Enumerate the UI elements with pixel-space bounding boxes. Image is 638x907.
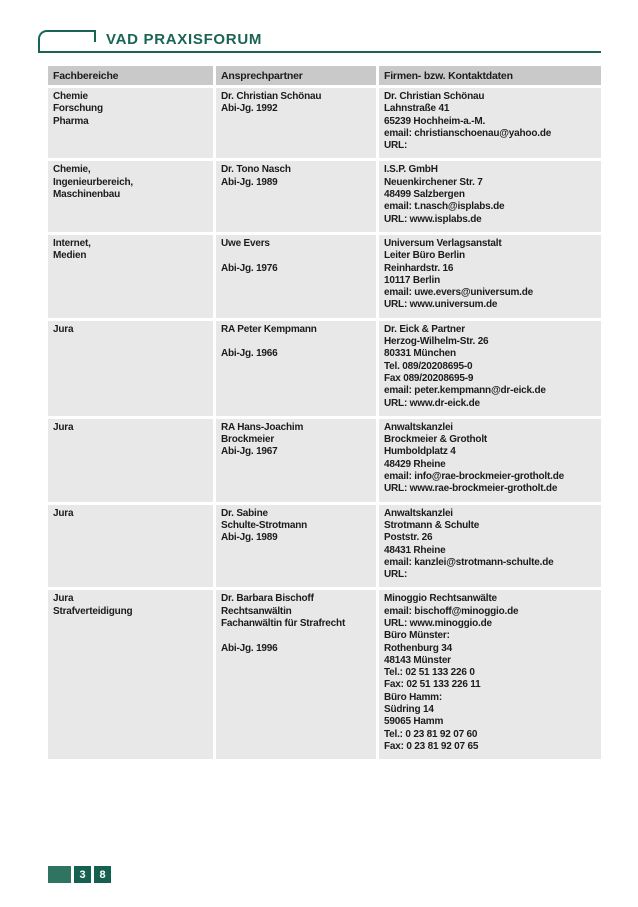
cell-line: Poststr. 26 xyxy=(384,532,433,544)
cell-line: URL: www.universum.de xyxy=(384,299,498,311)
cell-line: Abi-Jg. 1966 xyxy=(221,348,278,360)
cell-line: Dr. Eick & Partner xyxy=(384,323,465,335)
cell-line: Jura xyxy=(53,323,74,335)
footer-marker-box xyxy=(48,866,71,883)
cell-line: email: bischoff@minoggio.de xyxy=(384,605,519,617)
cell-line: RA Hans-Joachim xyxy=(221,421,304,433)
cell-line: Tel. 089/20208695-0 xyxy=(384,360,473,372)
cell-line: Fachanwältin für Strafrecht xyxy=(221,617,346,629)
cell-line: Pharma xyxy=(53,115,89,127)
page-title: VAD PRAXISFORUM xyxy=(106,31,263,48)
cell-line: Reinhardstr. 16 xyxy=(384,262,454,274)
table-cell-fachbereiche xyxy=(48,419,213,502)
cell-line: Leiter Büro Berlin xyxy=(384,250,465,262)
cell-line: 59065 Hamm xyxy=(384,716,444,728)
cell-line: 10117 Berlin xyxy=(384,274,440,286)
cell-line: Minoggio Rechtsanwälte xyxy=(384,593,497,605)
cell-line: Fax: 02 51 133 226 11 xyxy=(384,679,481,691)
table-cell-fachbereiche xyxy=(48,161,213,231)
page-footer xyxy=(48,866,111,883)
cell-line: I.S.P. GmbH xyxy=(384,164,438,176)
header-rule xyxy=(38,51,601,53)
cell-line: Abi-Jg. 1989 xyxy=(221,532,278,544)
table-cell-fachbereiche xyxy=(48,505,213,588)
table-cell-ansprechpartner xyxy=(216,88,376,158)
cell-line: Brockmeier xyxy=(221,434,275,446)
page-number-digit-1: 3 xyxy=(74,866,91,883)
cell-line: Jura xyxy=(53,593,74,605)
table-cell-fachbereiche xyxy=(48,88,213,158)
cell-line: Chemie xyxy=(53,91,88,102)
column-header-fachbereiche: Fachbereiche xyxy=(48,66,213,85)
cell-line: Fax: 0 23 81 92 07 65 xyxy=(384,740,479,752)
cell-line: Abi-Jg. 1967 xyxy=(221,446,278,458)
cell-line: Humboldplatz 4 xyxy=(384,446,456,458)
cell-line: URL: www.isplabs.de xyxy=(384,213,482,225)
table-cell-ansprechpartner xyxy=(216,321,376,416)
table-cell-kontaktdaten xyxy=(379,419,601,502)
cell-line: Fax 089/20208695-9 xyxy=(384,372,474,384)
cell-line: URL: www.rae-brockmeier-grotholt.de xyxy=(384,483,558,495)
table-cell-fachbereiche xyxy=(48,235,213,318)
cell-line: Dr. Christian Schönau xyxy=(384,91,485,102)
cell-line: Universum Verlagsanstalt xyxy=(384,237,502,249)
column-header-ansprechpartner: Ansprechpartner xyxy=(216,66,376,85)
cell-line: Medien xyxy=(53,250,87,262)
table-cell-ansprechpartner xyxy=(216,235,376,318)
cell-line: Jura xyxy=(53,507,74,519)
cell-line: Internet, xyxy=(53,237,91,249)
table-cell-ansprechpartner xyxy=(216,590,376,759)
table-cell-kontaktdaten xyxy=(379,590,601,759)
table-cell-kontaktdaten xyxy=(379,235,601,318)
table-cell-kontaktdaten xyxy=(379,161,601,231)
cell-line: 48431 Rheine xyxy=(384,544,446,556)
cell-line: Strotmann & Schulte xyxy=(384,519,480,531)
cell-line: Dr. Tono Nasch xyxy=(221,164,291,176)
cell-line: RA Peter Kempmann xyxy=(221,323,317,335)
cell-line: email: uwe.evers@universum.de xyxy=(384,287,534,299)
cell-line: Tel.: 0 23 81 92 07 60 xyxy=(384,728,478,740)
contacts-table xyxy=(48,66,601,759)
cell-line: Abi-Jg. 1996 xyxy=(221,642,278,654)
cell-line: email: info@rae-brockmeier-grotholt.de xyxy=(384,471,564,483)
cell-line: URL: xyxy=(384,569,408,581)
cell-line: Anwaltskanzlei xyxy=(384,507,453,519)
table-cell-kontaktdaten xyxy=(379,88,601,158)
cell-line: Rechtsanwältin xyxy=(221,605,292,617)
column-header-kontaktdaten: Firmen- bzw. Kontaktdaten xyxy=(379,66,601,85)
cell-line: Abi-Jg. 1989 xyxy=(221,176,278,188)
cell-line: Ingenieurbereich, xyxy=(53,176,133,188)
cell-line: email: peter.kempmann@dr-eick.de xyxy=(384,385,546,397)
cell-line: Maschinenbau xyxy=(53,189,121,201)
cell-line: email: t.nasch@isplabs.de xyxy=(384,201,505,213)
cell-line: Schulte-Strotmann xyxy=(221,519,308,531)
table-cell-ansprechpartner xyxy=(216,505,376,588)
cell-line: Dr. Sabine xyxy=(221,507,268,519)
cell-line: Büro Hamm: xyxy=(384,691,443,703)
cell-line: email: kanzlei@strotmann-schulte.de xyxy=(384,556,554,568)
cell-line: URL: www.minoggio.de xyxy=(384,617,492,629)
cell-line: Tel.: 02 51 133 226 0 xyxy=(384,667,475,679)
cell-line: URL: www.dr-eick.de xyxy=(384,397,480,409)
cell-line: Brockmeier & Grotholt xyxy=(384,434,488,446)
cell-line: Dr. Christian Schönau xyxy=(221,91,322,102)
header-tab-decoration xyxy=(38,30,96,53)
cell-line xyxy=(221,336,372,348)
cell-line: 48499 Salzbergen xyxy=(384,189,465,201)
page-number-digit-2: 8 xyxy=(94,866,111,883)
table-cell-fachbereiche xyxy=(48,321,213,416)
cell-line: Büro Münster: xyxy=(384,630,450,642)
cell-line: Neuenkirchener Str. 7 xyxy=(384,176,483,188)
cell-line: Forschung xyxy=(53,103,103,115)
cell-line: 65239 Hochheim-a.-M. xyxy=(384,115,486,127)
cell-line: Strafverteidigung xyxy=(53,605,133,617)
table-cell-kontaktdaten xyxy=(379,321,601,416)
cell-line: 80331 München xyxy=(384,348,456,360)
cell-line: Chemie, xyxy=(53,164,91,176)
table-cell-ansprechpartner xyxy=(216,161,376,231)
cell-line: 48143 Münster xyxy=(384,654,451,666)
cell-line: Abi-Jg. 1992 xyxy=(221,103,278,115)
cell-line: Uwe Evers xyxy=(221,237,270,249)
cell-line: Dr. Barbara Bischoff xyxy=(221,593,314,605)
cell-line: Lahnstraße 41 xyxy=(384,103,450,115)
cell-line: Abi-Jg. 1976 xyxy=(221,262,278,274)
cell-line: Herzog-Wilhelm-Str. 26 xyxy=(384,336,489,348)
cell-line: Rothenburg 34 xyxy=(384,642,452,654)
cell-line: Jura xyxy=(53,421,74,433)
cell-line: email: christianschoenau@yahoo.de xyxy=(384,127,552,139)
cell-line: 48429 Rheine xyxy=(384,458,446,470)
table-cell-kontaktdaten xyxy=(379,505,601,588)
cell-line xyxy=(221,250,372,262)
cell-line xyxy=(221,630,372,642)
table-cell-ansprechpartner xyxy=(216,419,376,502)
table-cell-fachbereiche xyxy=(48,590,213,759)
cell-line: Südring 14 xyxy=(384,704,434,716)
cell-line: Anwaltskanzlei xyxy=(384,421,453,433)
cell-line: URL: xyxy=(384,140,408,152)
